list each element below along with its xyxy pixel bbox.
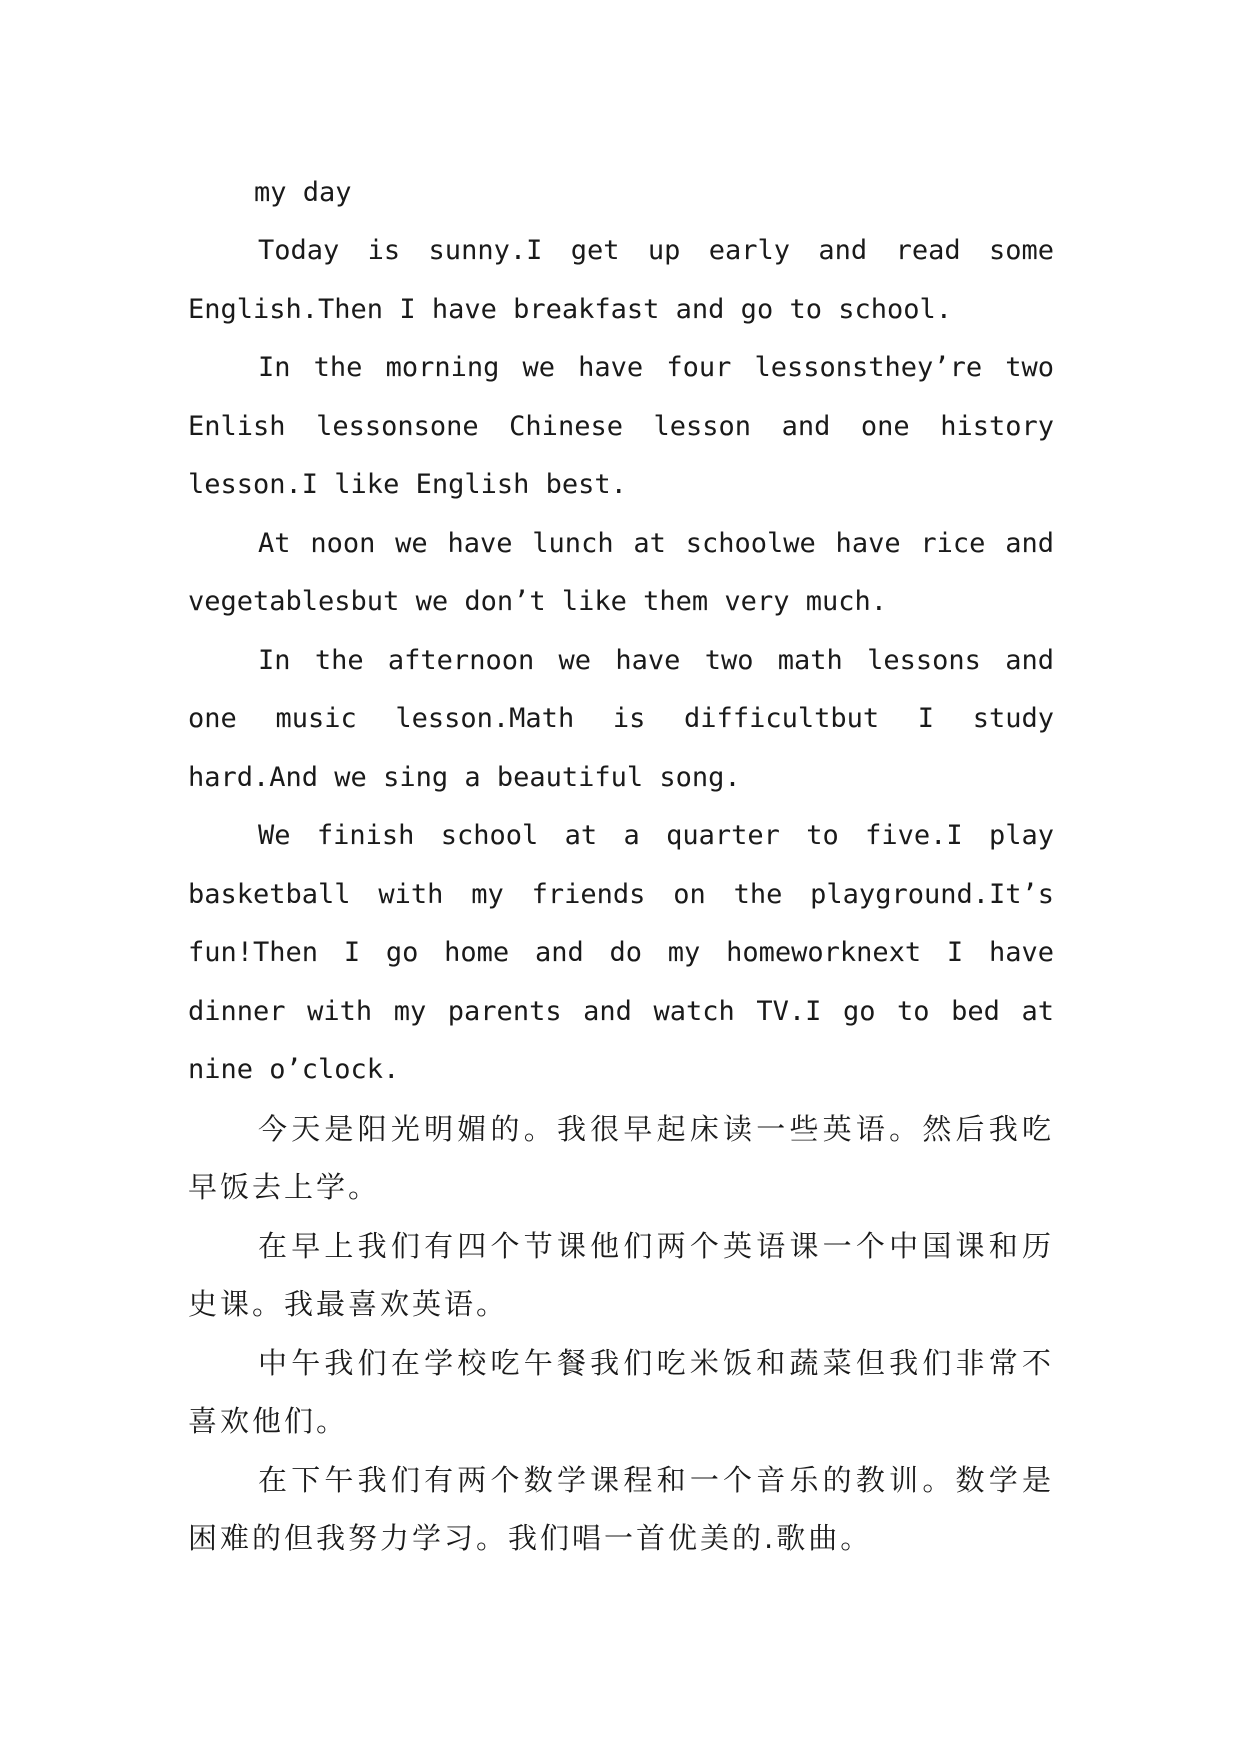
document-title: my day: [254, 177, 352, 208]
paragraph-en-3: At noon we have lunch at schoolwe have rice and vegetablesbut we don’t like them very much.: [188, 527, 1054, 617]
paragraph-en-4: In the afternoon we have two math lessons and one music lesson.Math is difficultbut I study hard.And we sing a beautiful song.: [188, 644, 1054, 793]
paragraph-cn-2: 在早上我们有四个节课他们两个英语课一个中国课和历史课。我最喜欢英语。: [188, 1228, 1054, 1321]
paragraph-cn-3: 中午我们在学校吃午餐我们吃米饭和蔬菜但我们非常不喜欢他们。: [188, 1345, 1054, 1438]
paragraph-cn-4: 在下午我们有两个数学课程和一个音乐的教训。数学是困难的但我努力学习。我们唱一首优美的.歌曲。: [188, 1462, 1054, 1555]
paragraph-en-1: Today is sunny.I get up early and read some English.Then I have breakfast and go to school.: [188, 235, 1054, 325]
paragraph-en-5: We finish school at a quarter to five.I play basketball with my friends on the playground.It’s fun!Then I go home and do my homeworknext I have dinner with my parents and watch TV.I go to bed at nine o’clock.: [188, 820, 1054, 1085]
document-body: [188, 222, 1054, 1568]
paragraph-en-2: In the morning we have four lessonsthey’re two Enlish lessonsone Chinese lesson and one history lesson.I like English best.: [188, 352, 1054, 500]
paragraph-cn-1: 今天是阳光明媚的。我很早起床读一些英语。然后我吃早饭去上学。: [188, 1111, 1054, 1204]
